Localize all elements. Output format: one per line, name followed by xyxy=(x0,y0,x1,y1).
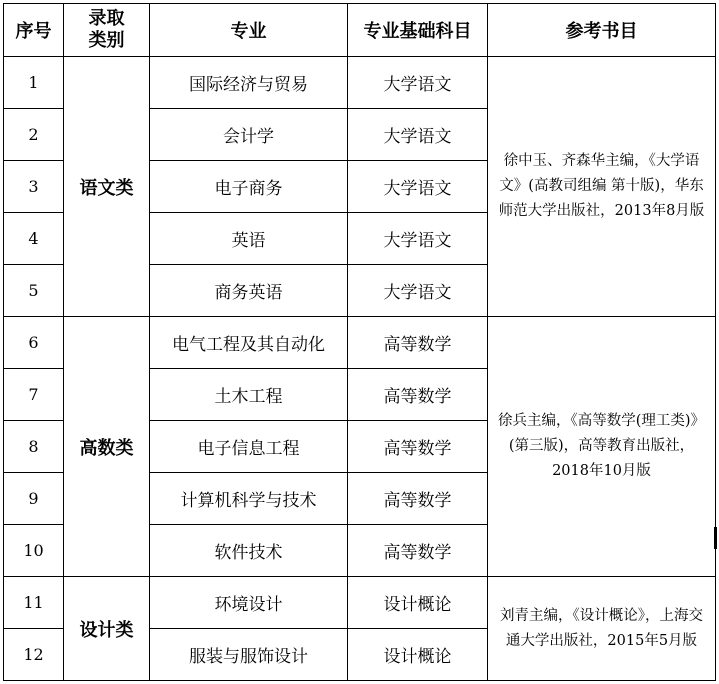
seq-cell: 1 xyxy=(4,57,64,109)
subject-cell: 大学语文 xyxy=(348,213,488,265)
category-cell: 语文类 xyxy=(64,57,150,317)
header-seq: 序号 xyxy=(4,4,64,57)
major-cell: 英语 xyxy=(150,213,348,265)
subject-cell: 设计概论 xyxy=(348,629,488,681)
subject-cell: 大学语文 xyxy=(348,109,488,161)
seq-cell: 8 xyxy=(4,421,64,473)
subject-cell: 大学语文 xyxy=(348,161,488,213)
header-subject: 专业基础科目 xyxy=(348,4,488,57)
table-row xyxy=(4,577,716,629)
header-category-line1: 录取 xyxy=(88,8,125,29)
subject-cell: 大学语文 xyxy=(348,57,488,109)
table-row xyxy=(4,317,716,369)
seq-cell: 4 xyxy=(4,213,64,265)
book-cell: 刘青主编，《设计概论》，上海交通大学出版社，2015年5月版 xyxy=(488,577,716,681)
major-cell: 服装与服饰设计 xyxy=(150,629,348,681)
table-row xyxy=(4,57,716,109)
major-cell: 电子信息工程 xyxy=(150,421,348,473)
subject-cell: 高等数学 xyxy=(348,421,488,473)
header-category-line2: 类别 xyxy=(88,30,125,51)
admission-table xyxy=(3,3,716,681)
book-cell: 徐中玉、齐森华主编，《大学语文》(高教司组编 第十版)，华东师范大学出版社，2013年8月版 xyxy=(488,57,716,317)
major-cell: 会计学 xyxy=(150,109,348,161)
major-cell: 电子商务 xyxy=(150,161,348,213)
major-cell: 商务英语 xyxy=(150,265,348,317)
major-cell: 土木工程 xyxy=(150,369,348,421)
category-cell: 设计类 xyxy=(64,577,150,681)
category-cell: 高数类 xyxy=(64,317,150,577)
admission-table-container xyxy=(3,3,716,681)
seq-cell: 11 xyxy=(4,577,64,629)
header-category xyxy=(64,4,150,57)
subject-cell: 高等数学 xyxy=(348,525,488,577)
seq-cell: 9 xyxy=(4,473,64,525)
edge-mark xyxy=(714,527,717,549)
header-books: 参考书目 xyxy=(488,4,716,57)
book-cell: 徐兵主编，《高等数学(理工类)》(第三版)，高等教育出版社，2018年10月版 xyxy=(488,317,716,577)
seq-cell: 6 xyxy=(4,317,64,369)
seq-cell: 7 xyxy=(4,369,64,421)
subject-cell: 高等数学 xyxy=(348,317,488,369)
seq-cell: 2 xyxy=(4,109,64,161)
seq-cell: 10 xyxy=(4,525,64,577)
major-cell: 软件技术 xyxy=(150,525,348,577)
major-cell: 电气工程及其自动化 xyxy=(150,317,348,369)
seq-cell: 12 xyxy=(4,629,64,681)
subject-cell: 高等数学 xyxy=(348,369,488,421)
major-cell: 国际经济与贸易 xyxy=(150,57,348,109)
subject-cell: 高等数学 xyxy=(348,473,488,525)
seq-cell: 5 xyxy=(4,265,64,317)
seq-cell: 3 xyxy=(4,161,64,213)
major-cell: 环境设计 xyxy=(150,577,348,629)
header-major: 专业 xyxy=(150,4,348,57)
header-row xyxy=(4,4,716,57)
subject-cell: 大学语文 xyxy=(348,265,488,317)
subject-cell: 设计概论 xyxy=(348,577,488,629)
major-cell: 计算机科学与技术 xyxy=(150,473,348,525)
